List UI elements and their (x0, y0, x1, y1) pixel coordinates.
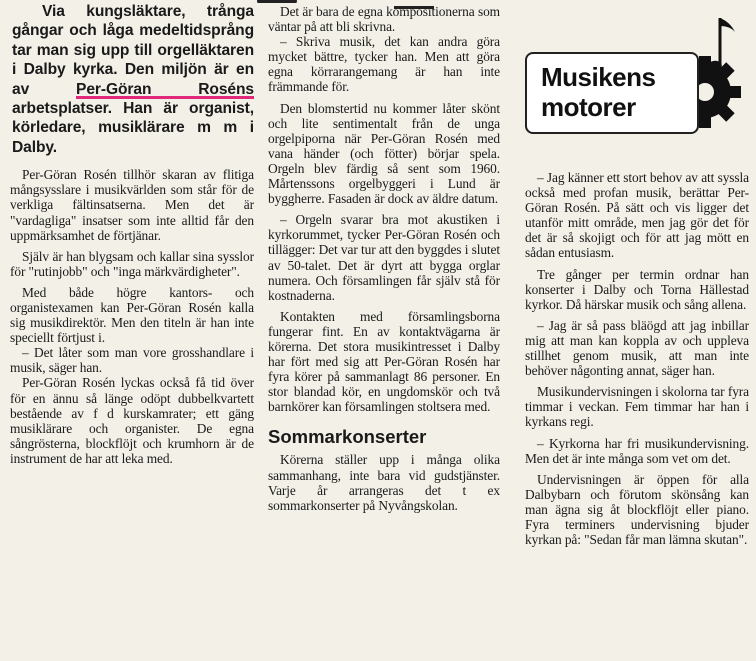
paragraph: Det är bara de egna kompositionerna som väntar på att bli skrivna. (268, 4, 500, 35)
paragraph: Undervisningen är öppen för alla Dalbybarn och förutom skönsång kan man ägna sig åt blockflöjt eller piano. Fyra terminers undervisning bjuder kyrkan på: "Sedan får man lämna skutan". (525, 471, 749, 548)
paragraph: Per-Göran Rosén lyckas också få tid över för en ännu så länge odöpt dubbelkvartett bestående av f d kurskamrater; ett gäng musiklärare och organister. De egna sångrösterna, blockflöjt och krumhorn är de instrument de har att leka med. (10, 375, 254, 466)
column-3 (525, 170, 749, 547)
paragraph: Den blomstertid nu kommer låter skönt och lite sentimentalt från de unga orgelpiporna när Per-Göran Rosén med vana händer (och fötter) börjar spela. Orgeln blev färdig så sent som 1960. Mårtenssons orgelbyggeri i Lund är byggherre. Fasaden är dock av äldre datum. (268, 100, 500, 207)
ingress (10, 2, 254, 157)
ingress-part-1: Via kungsläktare, trånga gångar och låga medeltidsprång tar man sig upp till orgelläktaren i Dalby kyrka. Den miljön är en av (12, 3, 254, 98)
highlighted-name: Per-Göran Roséns (76, 80, 254, 98)
paragraph: Per-Göran Rosén tillhör skaran av flitiga mångsysslare i musikvärlden som står för de verkliga fältinsatserna. Men det är "vardagliga" insatser som inte alltid får den uppmärksamhet de förtjänar. (10, 167, 254, 243)
vignette-title (541, 62, 656, 122)
paragraph: – Jag känner ett stort behov av att syssla också med profan musik, berättar Per-Göran Rosén. På sätt och vis ligger det utanför mitt område, men jag gör det för det är så skojigt och för att jag mött en sådan entusiasm. (525, 170, 749, 261)
vignette-line-1: Musikens (541, 62, 656, 92)
paragraph: – Skriva musik, det kan andra göra mycket bättre, tycker han. Men att göra egna körrarangemang är han inte främmande för. (268, 34, 500, 95)
column-2 (268, 0, 500, 513)
column-vignette (525, 4, 749, 164)
paragraph: – Jag är så pass bläögd att jag inbillar mig att man kan koppla av och uppleva stillhet genom musik, att man inte behöver någonting annat, säger han. (525, 317, 749, 379)
ingress-part-2: arbetsplatser. Han är organist, körledare, musiklärare m m i Dalby. (12, 100, 254, 156)
paragraph: Musikundervisningen i skolorna tar fyra timmar i veckan. Fem timmar har han i kyrkans regi. (525, 384, 749, 430)
paragraph: Själv är han blygsam och kallar sina sysslor för "rutinjobb" och "inga märkvärdigheter". (10, 248, 254, 279)
vignette-line-2: motorer (541, 92, 636, 122)
paragraph: – Orgeln svarar bra mot akustiken i kyrkorummet, tycker Per-Göran Rosén och tillägger: Det var tur att den byggdes i slutet av 50-talet. Det är dyrt att bygga orglar numera. Och församlingen får själv stå för kostnaderna. (268, 212, 500, 303)
paragraph: Körerna ställer upp i många olika sammanhang, inte bara vid gudstjänster. Varje år arrangeras det t ex sommarkonserter på Nyvångskolan. (268, 452, 500, 513)
vignette-box (525, 52, 699, 134)
paragraph: – Det låter som man vore grosshandlare i musik, säger han. (10, 345, 254, 376)
paragraph: Tre gånger per termin ordnar han konserter i Dalby och Torna Hällestad kyrkor. Då härskar musik och sång allena. (525, 266, 749, 312)
paragraph: Med både högre kantors- och organistexamen kan Per-Göran Rosén kalla sig musikdirektör. Men den titeln är han inte speciellt förtjust i. (10, 284, 254, 346)
paragraph: – Kyrkorna har fri musikundervisning. Men det är inte många som vet om det. (525, 435, 749, 466)
paragraph: Kontakten med församlingsborna fungerar fint. En av kontaktvägarna är körerna. Det stora musikintresset i Dalby har fört med sig att Per-Göran Rosén har fyra körer på sammanlagt 86 personer. En stor blandad kör, en ungdomskör och två barnkörer kan församlingen stoltsera med. (268, 308, 500, 415)
subheading: Sommarkonserter (268, 426, 427, 448)
column-1 (10, 0, 254, 466)
